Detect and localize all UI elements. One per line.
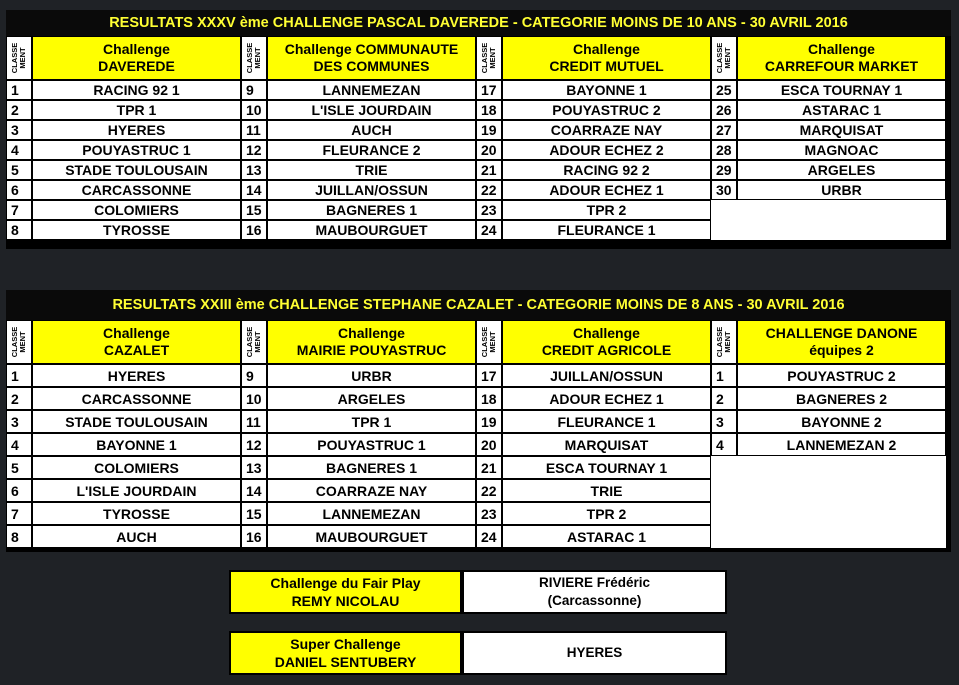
u8-results-block	[6, 290, 951, 552]
table-row	[6, 160, 241, 180]
rank-cell: 10	[241, 100, 267, 120]
table-row	[711, 410, 946, 433]
table-row	[241, 180, 476, 200]
challenge-header: Challenge CREDIT AGRICOLE	[502, 320, 711, 364]
u10-title: RESULTATS XXXV ème CHALLENGE PASCAL DAVEREDE - CATEGORIE MOINS DE 10 ANS - 30 AVRIL 2016	[6, 10, 951, 36]
rank-cell: 11	[241, 410, 267, 433]
rank-cell: 8	[6, 525, 32, 548]
team-cell: ADOUR ECHEZ 1	[502, 387, 711, 410]
team-cell: BAGNERES 2	[737, 387, 946, 410]
table-row	[711, 387, 946, 410]
team-cell: TRIE	[502, 479, 711, 502]
team-cell: AUCH	[32, 525, 241, 548]
team-cell: L'ISLE JOURDAIN	[32, 479, 241, 502]
table-row	[711, 80, 946, 100]
rank-cell: 7	[6, 200, 32, 220]
table-row	[711, 364, 946, 387]
challenge-header: Challenge MAIRIE POUYASTRUC	[267, 320, 476, 364]
team-cell: TPR 2	[502, 502, 711, 525]
team-cell: FLEURANCE 1	[502, 410, 711, 433]
team-cell: URBR	[737, 180, 946, 200]
rank-cell: 5	[6, 160, 32, 180]
rank-cell: 22	[476, 479, 502, 502]
team-cell: FLEURANCE 2	[267, 140, 476, 160]
table-row	[241, 200, 476, 220]
table-row	[241, 410, 476, 433]
rank-cell: 19	[476, 120, 502, 140]
rank-cell: 18	[476, 387, 502, 410]
rank-cell: 27	[711, 120, 737, 140]
classement-header: CLASSE MENT	[476, 320, 502, 364]
team-cell: CARCASSONNE	[32, 180, 241, 200]
challenge-header: Challenge COMMUNAUTE DES COMMUNES	[267, 36, 476, 80]
table-row	[241, 525, 476, 548]
rank-cell: 12	[241, 433, 267, 456]
team-cell: BAYONNE 2	[737, 410, 946, 433]
team-cell: TYROSSE	[32, 502, 241, 525]
table-row	[241, 387, 476, 410]
classement-header: CLASSE MENT	[6, 36, 32, 80]
team-cell: JUILLAN/OSSUN	[502, 364, 711, 387]
challenge-header: Challenge CREDIT MUTUEL	[502, 36, 711, 80]
team-cell: POUYASTRUC 1	[267, 433, 476, 456]
rank-cell: 1	[6, 364, 32, 387]
rank-cell: 1	[711, 364, 737, 387]
team-cell: MARQUISAT	[502, 433, 711, 456]
table-row	[711, 100, 946, 120]
u8-title: RESULTATS XXIII ème CHALLENGE STEPHANE CAZALET - CATEGORIE MOINS DE 8 ANS - 30 AVRIL 2016	[6, 290, 951, 320]
team-cell: STADE TOULOUSAIN	[32, 410, 241, 433]
team-cell: ARGELES	[267, 387, 476, 410]
rank-cell: 2	[6, 100, 32, 120]
team-cell: ESCA TOURNAY 1	[502, 456, 711, 479]
rank-cell: 23	[476, 200, 502, 220]
team-cell: ASTARAC 1	[737, 100, 946, 120]
team-cell: TYROSSE	[32, 220, 241, 240]
rank-cell: 20	[476, 433, 502, 456]
team-cell: COLOMIERS	[32, 200, 241, 220]
team-cell: COARRAZE NAY	[267, 479, 476, 502]
u8-grid	[6, 320, 951, 548]
rank-cell: 4	[711, 433, 737, 456]
team-cell: BAGNERES 1	[267, 456, 476, 479]
table-row	[711, 140, 946, 160]
team-cell: FLEURANCE 1	[502, 220, 711, 240]
fairplay-box	[229, 570, 727, 614]
u10-grid	[6, 36, 951, 240]
team-cell: LANNEMEZAN	[267, 502, 476, 525]
team-cell: AUCH	[267, 120, 476, 140]
u10-column-1	[6, 36, 241, 240]
challenge-header: CHALLENGE DANONE équipes 2	[737, 320, 946, 364]
table-row	[241, 160, 476, 180]
team-cell: HYERES	[32, 364, 241, 387]
rank-cell: 6	[6, 479, 32, 502]
rank-cell: 26	[711, 100, 737, 120]
super-challenge-label: Super Challenge DANIEL SENTUBERY	[229, 631, 462, 675]
rank-cell: 13	[241, 160, 267, 180]
u10-column-4	[711, 36, 946, 240]
challenge-header: Challenge DAVEREDE	[32, 36, 241, 80]
rank-cell: 30	[711, 180, 737, 200]
rank-cell: 11	[241, 120, 267, 140]
rank-cell: 21	[476, 456, 502, 479]
rank-cell: 28	[711, 140, 737, 160]
table-row	[476, 456, 711, 479]
table-row	[241, 456, 476, 479]
challenge-header: Challenge CAZALET	[32, 320, 241, 364]
team-cell: BAYONNE 1	[32, 433, 241, 456]
team-cell: L'ISLE JOURDAIN	[267, 100, 476, 120]
table-row	[241, 140, 476, 160]
team-cell: ADOUR ECHEZ 2	[502, 140, 711, 160]
rank-cell: 9	[241, 364, 267, 387]
team-cell: MAUBOURGUET	[267, 525, 476, 548]
team-cell: ADOUR ECHEZ 1	[502, 180, 711, 200]
team-cell: TRIE	[267, 160, 476, 180]
u10-results-block	[6, 10, 951, 249]
table-row	[6, 80, 241, 100]
u8-column-3	[476, 320, 711, 548]
team-cell: RACING 92 2	[502, 160, 711, 180]
table-row	[711, 120, 946, 140]
rank-cell: 3	[6, 410, 32, 433]
rank-cell: 16	[241, 525, 267, 548]
table-row	[241, 220, 476, 240]
table-row	[476, 160, 711, 180]
table-row	[711, 160, 946, 180]
table-row	[476, 525, 711, 548]
rank-cell: 22	[476, 180, 502, 200]
table-row	[6, 525, 241, 548]
table-row	[6, 456, 241, 479]
rank-cell: 8	[6, 220, 32, 240]
table-row	[476, 140, 711, 160]
rank-cell: 9	[241, 80, 267, 100]
table-row	[711, 433, 946, 456]
rank-cell: 17	[476, 364, 502, 387]
table-row	[6, 180, 241, 200]
table-row	[476, 100, 711, 120]
team-cell: CARCASSONNE	[32, 387, 241, 410]
classement-header: CLASSE MENT	[711, 320, 737, 364]
rank-cell: 15	[241, 200, 267, 220]
classement-header: CLASSE MENT	[241, 36, 267, 80]
super-challenge-box	[229, 631, 727, 675]
rank-cell: 24	[476, 220, 502, 240]
rank-cell: 7	[6, 502, 32, 525]
team-cell: HYERES	[32, 120, 241, 140]
classement-header: CLASSE MENT	[241, 320, 267, 364]
team-cell: LANNEMEZAN 2	[737, 433, 946, 456]
table-row	[476, 410, 711, 433]
team-cell: COARRAZE NAY	[502, 120, 711, 140]
rank-cell: 2	[6, 387, 32, 410]
rank-cell: 14	[241, 479, 267, 502]
u8-column-1	[6, 320, 241, 548]
rank-cell: 24	[476, 525, 502, 548]
team-cell: ARGELES	[737, 160, 946, 180]
rank-cell: 5	[6, 456, 32, 479]
rank-cell: 12	[241, 140, 267, 160]
table-row	[476, 200, 711, 220]
team-cell: BAYONNE 1	[502, 80, 711, 100]
table-row	[241, 80, 476, 100]
u10-column-3	[476, 36, 711, 240]
challenge-header: Challenge CARREFOUR MARKET	[737, 36, 946, 80]
table-row	[241, 433, 476, 456]
team-cell: MARQUISAT	[737, 120, 946, 140]
team-cell: POUYASTRUC 2	[737, 364, 946, 387]
team-cell: POUYASTRUC 1	[32, 140, 241, 160]
rank-cell: 15	[241, 502, 267, 525]
rank-cell: 1	[6, 80, 32, 100]
table-row	[476, 479, 711, 502]
table-row	[476, 502, 711, 525]
table-row	[6, 364, 241, 387]
team-cell: RACING 92 1	[32, 80, 241, 100]
team-cell: MAUBOURGUET	[267, 220, 476, 240]
rank-cell: 2	[711, 387, 737, 410]
table-row	[241, 100, 476, 120]
table-row	[241, 479, 476, 502]
rank-cell: 18	[476, 100, 502, 120]
table-row	[711, 180, 946, 200]
table-row	[476, 387, 711, 410]
team-cell: URBR	[267, 364, 476, 387]
table-row	[476, 120, 711, 140]
table-row	[6, 200, 241, 220]
table-row	[6, 220, 241, 240]
u8-column-2	[241, 320, 476, 548]
fairplay-label: Challenge du Fair Play REMY NICOLAU	[229, 570, 462, 614]
classement-header: CLASSE MENT	[476, 36, 502, 80]
table-row	[476, 80, 711, 100]
rank-cell: 16	[241, 220, 267, 240]
rank-cell: 17	[476, 80, 502, 100]
table-row	[476, 220, 711, 240]
table-row	[6, 502, 241, 525]
rank-cell: 21	[476, 160, 502, 180]
team-cell: ESCA TOURNAY 1	[737, 80, 946, 100]
table-row	[241, 502, 476, 525]
rank-cell: 20	[476, 140, 502, 160]
table-row	[6, 387, 241, 410]
team-cell: STADE TOULOUSAIN	[32, 160, 241, 180]
fairplay-winner: RIVIERE Frédéric (Carcassonne)	[462, 570, 727, 614]
table-row	[6, 120, 241, 140]
table-row	[6, 140, 241, 160]
rank-cell: 29	[711, 160, 737, 180]
rank-cell: 3	[6, 120, 32, 140]
table-row	[6, 100, 241, 120]
team-cell: MAGNOAC	[737, 140, 946, 160]
super-challenge-winner: HYERES	[462, 631, 727, 675]
u10-column-2	[241, 36, 476, 240]
table-row	[476, 180, 711, 200]
classement-header: CLASSE MENT	[6, 320, 32, 364]
table-row	[6, 479, 241, 502]
team-cell: BAGNERES 1	[267, 200, 476, 220]
table-row	[6, 410, 241, 433]
rank-cell: 3	[711, 410, 737, 433]
team-cell: ASTARAC 1	[502, 525, 711, 548]
rank-cell: 19	[476, 410, 502, 433]
table-row	[241, 120, 476, 140]
classement-header: CLASSE MENT	[711, 36, 737, 80]
rank-cell: 4	[6, 433, 32, 456]
rank-cell: 4	[6, 140, 32, 160]
team-cell: TPR 1	[267, 410, 476, 433]
table-row	[476, 364, 711, 387]
rank-cell: 23	[476, 502, 502, 525]
rank-cell: 14	[241, 180, 267, 200]
table-row	[241, 364, 476, 387]
u8-column-4	[711, 320, 946, 548]
rank-cell: 25	[711, 80, 737, 100]
table-row	[476, 433, 711, 456]
rank-cell: 13	[241, 456, 267, 479]
team-cell: COLOMIERS	[32, 456, 241, 479]
table-row	[6, 433, 241, 456]
team-cell: JUILLAN/OSSUN	[267, 180, 476, 200]
rank-cell: 10	[241, 387, 267, 410]
rank-cell: 6	[6, 180, 32, 200]
team-cell: LANNEMEZAN	[267, 80, 476, 100]
team-cell: POUYASTRUC 2	[502, 100, 711, 120]
team-cell: TPR 2	[502, 200, 711, 220]
team-cell: TPR 1	[32, 100, 241, 120]
